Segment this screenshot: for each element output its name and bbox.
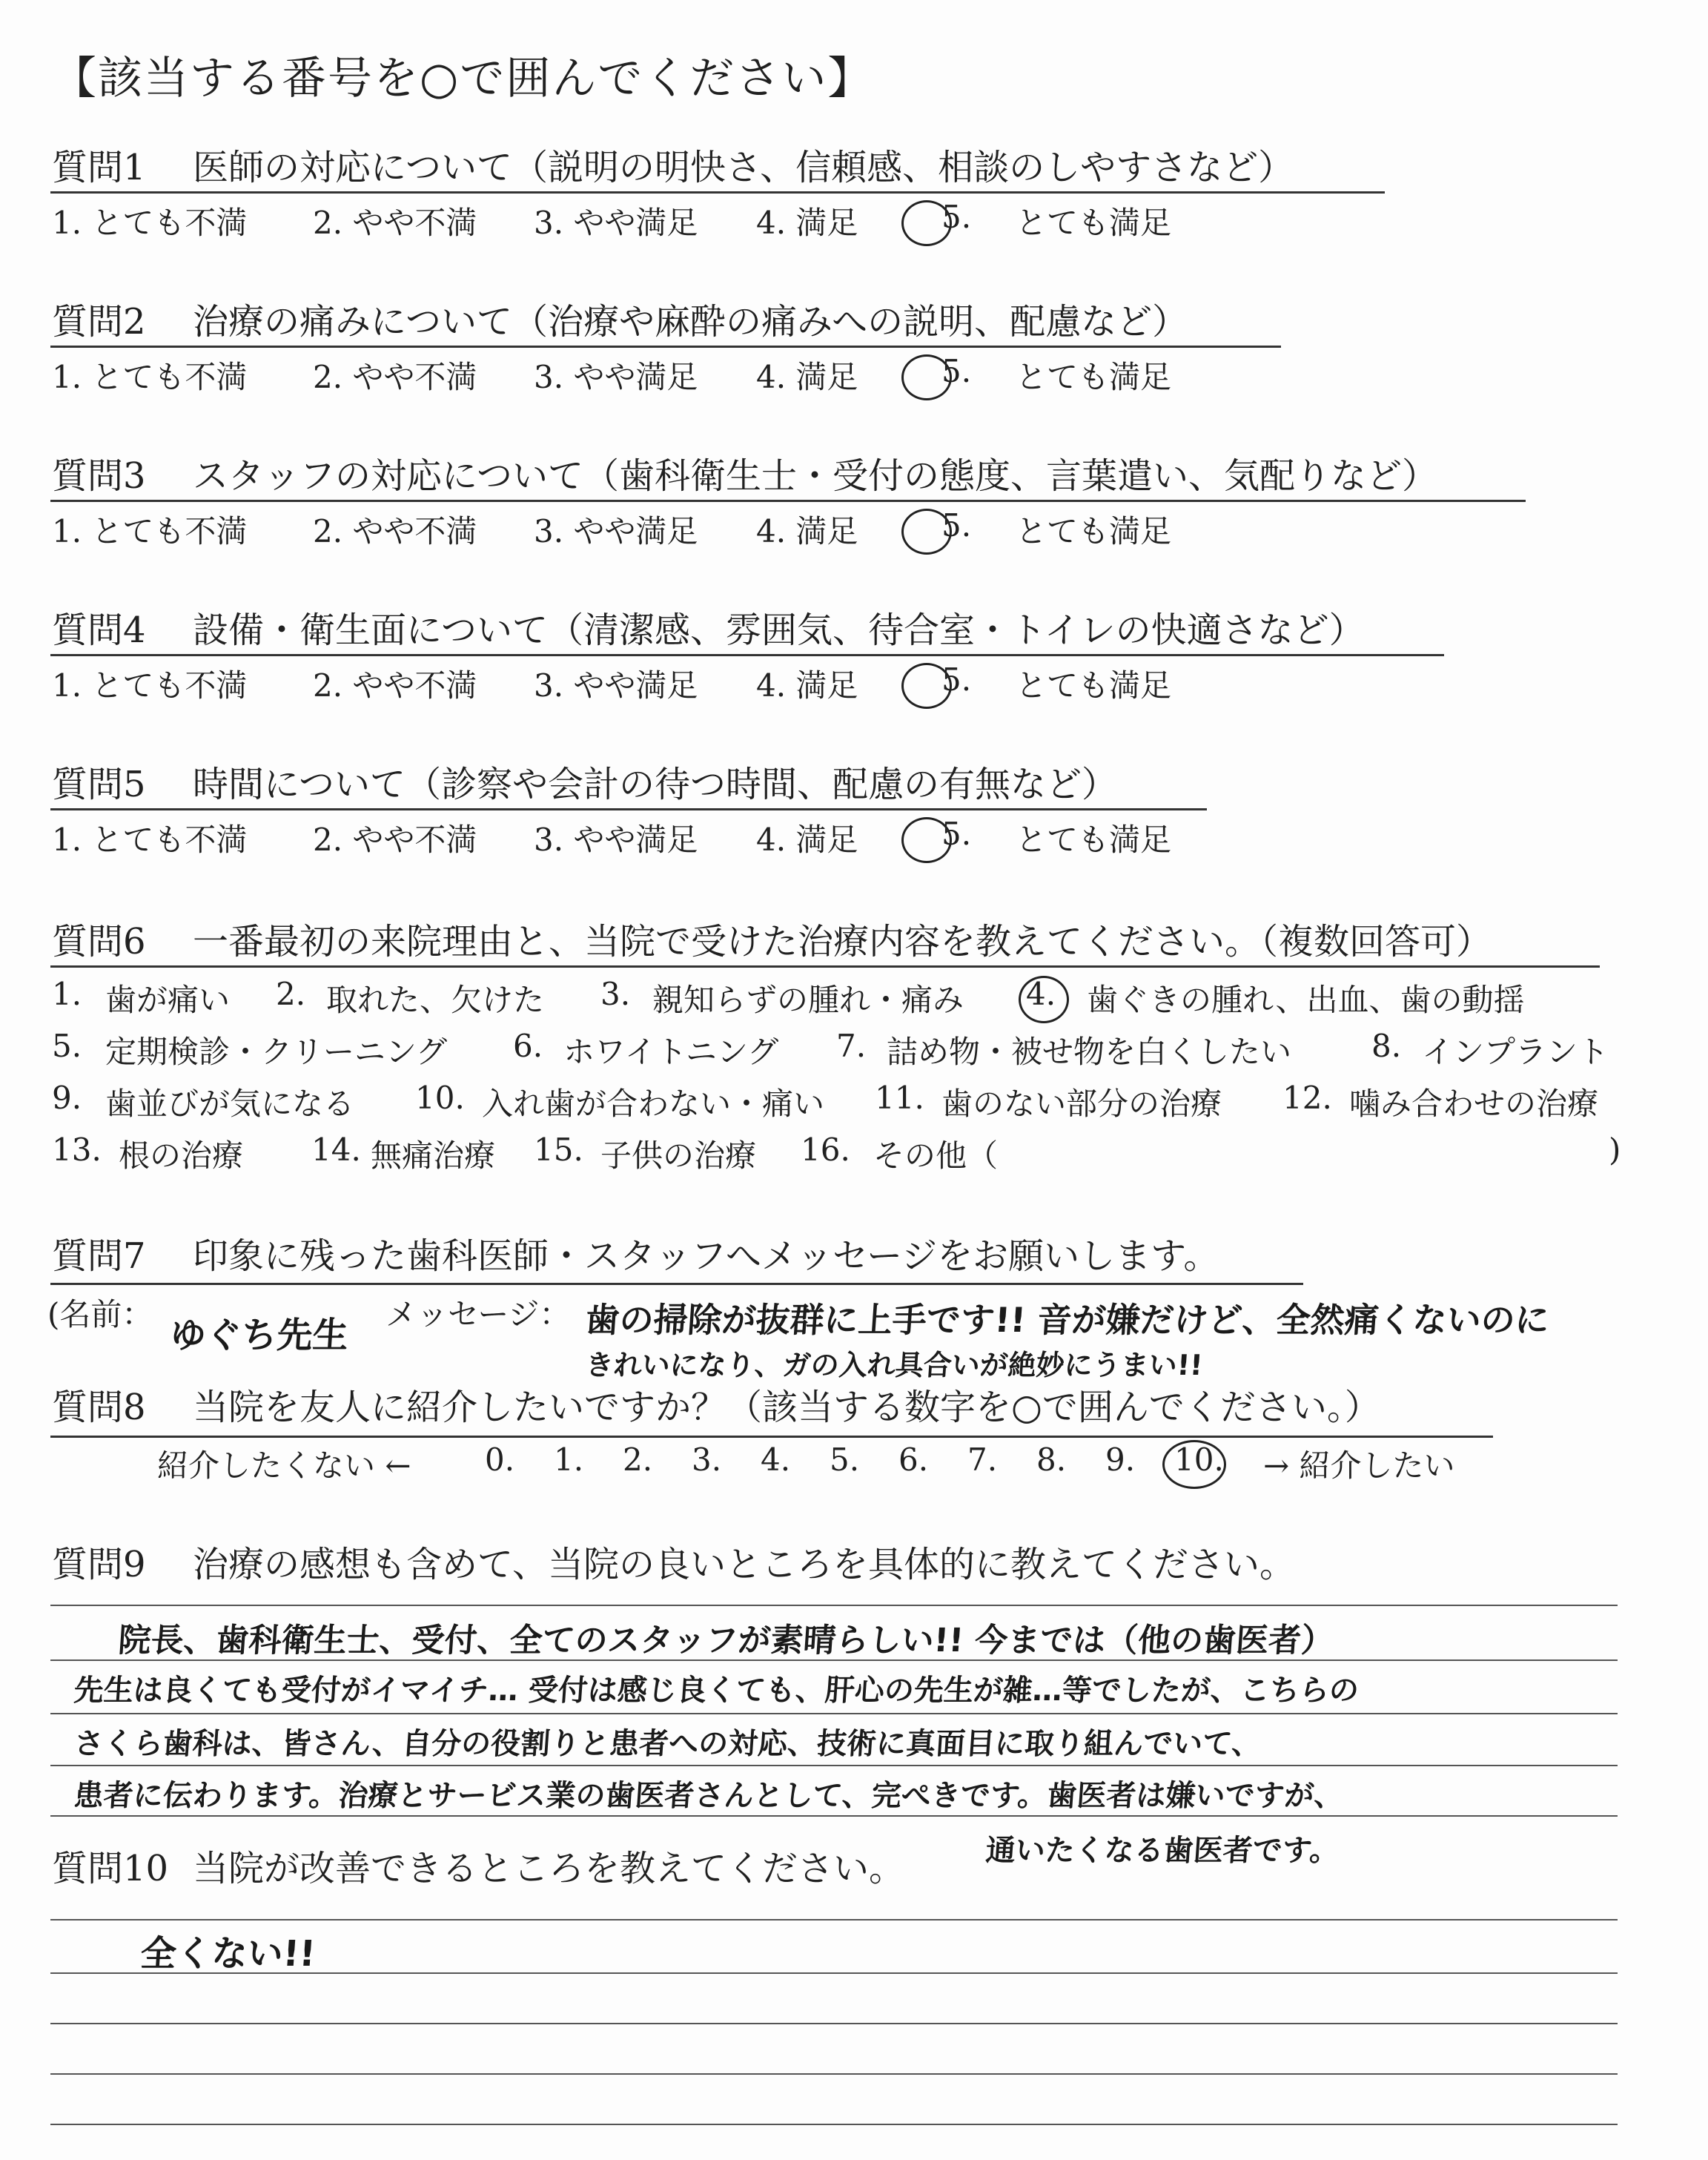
answer-circle: [901, 817, 952, 863]
question-2-heading: [52, 300, 1188, 344]
question-text: スタッフの対応について（歯科衛生士・受付の態度、言葉遣い、気配りなど）: [193, 455, 1438, 497]
q6-option-label[interactable]: ホワイトニング: [563, 1034, 779, 1070]
question-text: 一番最初の来院理由と、当院で受けた治療内容を教えてください。（複数回答可）: [193, 921, 1492, 962]
q6-option-label[interactable]: 子供の治療: [600, 1137, 757, 1174]
rating-option[interactable]: 2. やや不満: [313, 822, 477, 858]
rating-option[interactable]: 1. とても不満: [52, 667, 248, 704]
q6-option-number[interactable]: 8.: [1371, 1028, 1402, 1064]
q6-option-label[interactable]: 定期検診・クリーニング: [105, 1034, 448, 1070]
rating-option[interactable]: 4. 満足: [756, 513, 858, 549]
scale-left-label: 紹介したくない ←: [157, 1447, 411, 1484]
q6-option-number[interactable]: 11.: [875, 1080, 924, 1116]
q6-option-number[interactable]: 10.: [415, 1080, 465, 1116]
scale-option[interactable]: 2.: [623, 1441, 653, 1478]
answer-line: [50, 1815, 1618, 1817]
question-number: 質問6: [52, 921, 146, 962]
q6-option-number[interactable]: 7.: [836, 1028, 867, 1064]
scale-option[interactable]: 3.: [692, 1441, 722, 1478]
question-text: 医師の対応について（説明の明快さ、信頼感、相談のしやすさなど）: [193, 147, 1294, 188]
rating-option[interactable]: 5.: [941, 199, 972, 235]
answer-circle: [901, 200, 952, 246]
question-underline: [50, 500, 1526, 502]
q6-option-number[interactable]: 15.: [534, 1132, 583, 1168]
q6-option-number[interactable]: 14.: [311, 1132, 361, 1168]
answer-line: [50, 1713, 1618, 1714]
q9-answer-line-2: 先生は良くても受付がイマイチ… 受付は感じ良くても、肝心の先生が雑…等でしたが、こちらの: [73, 1674, 1360, 1708]
q6-option-label[interactable]: 歯のない部分の治療: [941, 1086, 1222, 1122]
answer-circle-q6: [1019, 976, 1069, 1023]
question-text: 印象に残った歯科医師・スタッフへメッセージをお願いします。: [193, 1235, 1219, 1277]
question-6-heading: [52, 919, 1492, 964]
message-line-2: きれいになり、ガの入れ具合いが絶妙にうまい!!: [584, 1349, 1204, 1381]
rating-option[interactable]: 4. 満足: [756, 359, 858, 395]
rating-option[interactable]: とても満足: [1016, 667, 1172, 704]
q6-option-label[interactable]: インプラント: [1422, 1034, 1609, 1070]
q6-option-label[interactable]: 取れた、欠けた: [326, 982, 545, 1018]
question-number: 質問2: [52, 301, 146, 343]
q6-option-number[interactable]: 4.: [1026, 976, 1056, 1012]
answer-line: [50, 2073, 1618, 2075]
rating-option[interactable]: 1. とても不満: [52, 359, 248, 395]
scale-option[interactable]: 0.: [485, 1441, 515, 1478]
scale-option[interactable]: 10.: [1174, 1441, 1224, 1478]
question-number: 質問3: [52, 455, 146, 497]
question-number: 質問5: [52, 764, 146, 805]
q6-option-label[interactable]: 根の治療: [119, 1137, 244, 1174]
answer-circle: [901, 509, 952, 555]
question-8-heading: [52, 1385, 1380, 1430]
question-text: 当院を友人に紹介したいですか？（該当する数字を○で囲んでください。）: [193, 1387, 1380, 1428]
rating-option[interactable]: 5.: [941, 507, 972, 544]
question-underline: [50, 654, 1444, 656]
question-text: 設備・衛生面について（清潔感、雰囲気、待合室・トイレの快適さなど）: [193, 610, 1365, 651]
q6-option-number[interactable]: 1.: [52, 976, 82, 1012]
question-10-heading: [52, 1846, 904, 1891]
q6-option-number[interactable]: 13.: [52, 1132, 102, 1168]
answer-circle: [901, 663, 952, 709]
rating-option[interactable]: とても満足: [1016, 822, 1172, 858]
rating-option[interactable]: 5.: [941, 661, 972, 698]
page-title: 【該当する番号を○で囲んでください】: [52, 53, 874, 105]
question-text: 時間について（診察や会計の待つ時間、配慮の有無など）: [193, 764, 1118, 805]
rating-option[interactable]: 3. やや満足: [534, 822, 698, 858]
answer-circle-q8: [1162, 1440, 1226, 1489]
answer-circle: [901, 354, 952, 400]
rating-option[interactable]: 1. とても不満: [52, 513, 248, 549]
question-text: 治療の痛みについて（治療や麻酔の痛みへの説明、配慮など）: [193, 301, 1188, 343]
q9-answer-line-5: 通いたくなる歯医者です。: [984, 1834, 1341, 1868]
q6-option-label[interactable]: 歯並びが気になる: [105, 1086, 355, 1122]
question-9-heading: [52, 1542, 1295, 1587]
rating-option[interactable]: 4. 満足: [756, 667, 858, 704]
name-label: (名前：: [47, 1296, 153, 1332]
rating-option[interactable]: 5.: [941, 816, 972, 852]
answer-line: [50, 1919, 1618, 1920]
question-text: 治療の感想も含めて、当院の良いところを具体的に教えてください。: [193, 1544, 1296, 1585]
scale-option[interactable]: 4.: [761, 1441, 791, 1478]
question-number: 質問7: [52, 1235, 146, 1277]
q6-option-label[interactable]: 歯が痛い: [105, 982, 231, 1018]
q10-answer: 全くない!!: [139, 1933, 317, 1975]
question-number: 質問8: [52, 1387, 146, 1428]
message-line-1: 歯の掃除が抜群に上手です!! 音が嫌だけど、全然痛くないのに: [583, 1300, 1551, 1340]
question-underline: [50, 1436, 1493, 1438]
q6-option-number[interactable]: 3.: [600, 976, 631, 1012]
q6-option-number[interactable]: 9.: [52, 1080, 82, 1116]
question-text: 当院が改善できるところを教えてください。: [193, 1848, 905, 1889]
question-5-heading: [52, 762, 1117, 807]
question-underline: [50, 191, 1385, 194]
rating-option[interactable]: 2. やや不満: [313, 205, 477, 241]
scale-option[interactable]: 6.: [898, 1441, 929, 1478]
q6-option-label[interactable]: 無痛治療: [371, 1137, 496, 1174]
question-number: 質問9: [52, 1544, 146, 1585]
rating-option[interactable]: 3. やや満足: [534, 513, 698, 549]
rating-option[interactable]: 2. やや不満: [313, 359, 477, 395]
q9-answer-line-3: さくら歯科は、皆さん、自分の役割りと患者への対応、技術に真面目に取り組んでいて、: [73, 1727, 1262, 1761]
question-number: 質問1: [52, 147, 146, 188]
q6-option-number[interactable]: 5.: [52, 1028, 82, 1064]
rating-option[interactable]: 3. やや満足: [534, 205, 698, 241]
rating-option[interactable]: 1. とても不満: [52, 205, 248, 241]
rating-option[interactable]: とても満足: [1016, 513, 1172, 549]
scale-option[interactable]: 8.: [1036, 1441, 1067, 1478]
answer-line: [50, 1605, 1618, 1606]
answer-line: [50, 2023, 1618, 2024]
question-number: 質問4: [52, 610, 146, 651]
question-1-heading: [52, 145, 1294, 190]
q9-answer-line-1: 院長、歯科衛生士、受付、全てのスタッフが素晴らしい!! 今までは（他の歯医者）: [116, 1622, 1335, 1659]
answer-line: [50, 1765, 1618, 1766]
scale-option[interactable]: 5.: [830, 1441, 860, 1478]
rating-option[interactable]: 2. やや不満: [313, 513, 477, 549]
q6-option-label[interactable]: 詰め物・被せ物を白くしたい: [887, 1034, 1292, 1070]
answer-line: [50, 2124, 1618, 2125]
q6-option-label[interactable]: 親知らずの腫れ・痛み: [652, 982, 964, 1018]
scale-right-label: → 紹介したい: [1263, 1447, 1455, 1484]
q6-option-label[interactable]: 入れ歯が合わない・痛い: [482, 1086, 825, 1122]
rating-option[interactable]: 5.: [941, 353, 972, 389]
q6-option-label[interactable]: 噛み合わせの治療: [1349, 1086, 1599, 1122]
q6-option-label[interactable]: ): [1609, 1132, 1621, 1168]
scale-option[interactable]: 1.: [554, 1441, 584, 1478]
q6-option-number[interactable]: 12.: [1282, 1080, 1332, 1116]
question-underline: [50, 965, 1600, 968]
rating-option[interactable]: 1. とても不満: [52, 822, 248, 858]
q6-option-label[interactable]: 歯ぐきの腫れ、出血、歯の動揺: [1087, 982, 1525, 1018]
rating-option[interactable]: 3. やや満足: [534, 667, 698, 704]
q6-option-number[interactable]: 2.: [276, 976, 306, 1012]
question-underline: [50, 808, 1207, 810]
scale-option[interactable]: 7.: [967, 1441, 998, 1478]
message-label: メッセージ：: [385, 1296, 571, 1332]
question-underline: [50, 346, 1281, 348]
question-3-heading: [52, 454, 1437, 498]
question-underline: [50, 1283, 1303, 1285]
rating-option[interactable]: 3. やや満足: [534, 359, 698, 395]
q6-option-number[interactable]: 16.: [801, 1132, 850, 1168]
question-7-heading: [52, 1234, 1219, 1278]
question-4-heading: [52, 608, 1365, 653]
q6-option-label[interactable]: その他（: [873, 1137, 999, 1174]
q9-answer-line-4: 患者に伝わります。治療とサービス業の歯医者さんとして、完ぺきです。歯医者は嫌いですが、: [73, 1779, 1345, 1813]
scale-option[interactable]: 9.: [1105, 1441, 1136, 1478]
question-number: 質問10: [52, 1848, 169, 1889]
q6-option-number[interactable]: 6.: [513, 1028, 543, 1064]
rating-option[interactable]: 4. 満足: [756, 205, 858, 241]
rating-option[interactable]: とても満足: [1016, 359, 1172, 395]
rating-option[interactable]: 4. 満足: [756, 822, 858, 858]
name-value: ゆぐち先生: [168, 1315, 350, 1356]
rating-option[interactable]: とても満足: [1016, 205, 1172, 241]
rating-option[interactable]: 2. やや不満: [313, 667, 477, 704]
